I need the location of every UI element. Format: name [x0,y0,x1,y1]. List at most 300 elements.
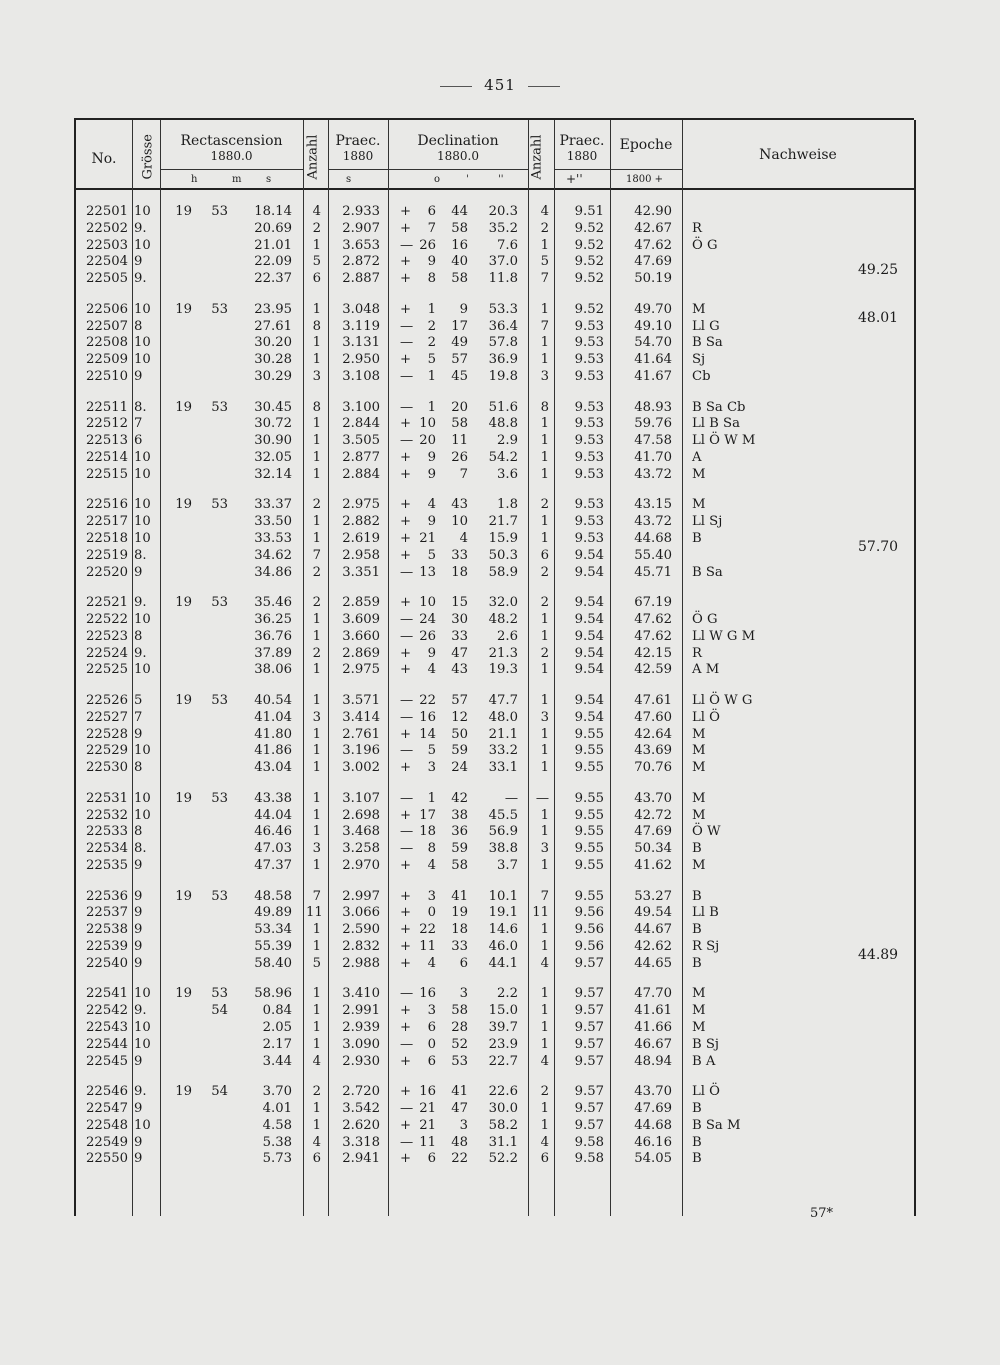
cell-m: 53 [211,204,228,219]
cell-h: 19 [175,399,192,415]
cell-ds: + [400,1003,412,1019]
cell-ds: — [400,318,414,334]
cell-dm: 40 [451,254,468,270]
cell-dsec: 54.2 [488,450,518,465]
star-catalogue-table [74,118,914,1216]
table-row [76,1003,914,1020]
cell-no: 22508 [86,335,128,351]
cell-no: 22503 [86,237,128,253]
cell-nw: Ö G [692,237,718,253]
cell-dsec: 20.3 [488,204,518,219]
cell-n1: 6 [312,1151,321,1167]
cell-dd: 4 [427,662,436,678]
cell-gr: 9 [134,726,143,742]
cell-s: 38.06 [254,662,292,678]
cell-ds: + [400,1053,412,1069]
cell-gr: 9 [134,955,143,971]
cell-dsec: 57.8 [488,335,518,351]
cell-p1: 2.970 [342,858,380,873]
cell-p2: 9.53 [574,369,604,384]
cell-nw: Ll Ö [692,709,720,725]
cell-s: 22.09 [254,254,292,270]
cell-ds: + [400,204,412,219]
cell-no: 22544 [86,1036,128,1052]
cell-n2: 1 [540,858,549,873]
cell-ds: — [400,790,414,806]
cell-n2: 7 [540,271,549,287]
cell-no: 22549 [86,1134,128,1150]
cell-no: 22510 [86,369,128,384]
cell-gr: 10 [134,531,151,546]
cell-dsec: 58.9 [488,564,518,580]
cell-dd: 3 [427,1003,436,1019]
cell-nw: B [692,1134,702,1150]
cell-nw: M [692,1020,706,1035]
cell-p1: 2.907 [342,220,380,236]
cell-ep: 44.67 [634,922,672,938]
cell-no: 22540 [86,955,128,971]
cell-ds: + [400,888,412,904]
cell-no: 22505 [86,271,128,287]
cell-dd: 9 [427,450,436,465]
table-row [76,824,914,841]
cell-h: 19 [175,693,192,708]
cell-gr: 8. [134,399,147,415]
cell-p2: 9.52 [574,301,604,317]
cell-dd: 3 [427,760,436,776]
table-row [76,760,914,777]
table-row [76,710,914,727]
cell-p1: 3.505 [342,433,380,449]
cell-nw: Cb [692,369,711,384]
table-row [76,986,914,1003]
cell-dsec: 10.1 [488,888,518,904]
cell-n2: 1 [540,450,549,465]
cell-dd: 22 [419,922,436,938]
margin-note: 49.25 [858,262,899,279]
cell-h: 19 [175,204,192,219]
cell-no: 22522 [86,612,128,627]
cell-n1: 1 [312,301,321,317]
cell-dd: 4 [427,955,436,971]
cell-dd: 9 [427,514,436,530]
cell-n2: 7 [540,888,549,904]
cell-no: 22520 [86,564,128,580]
cell-ep: 44.68 [634,1117,672,1133]
cell-ep: 41.64 [634,352,672,368]
cell-no: 22537 [86,905,128,921]
cell-gr: 10 [134,450,151,465]
cell-n1: 1 [312,433,321,449]
cell-gr: 10 [134,466,151,482]
cell-p1: 2.844 [342,416,380,432]
cell-dd: 8 [427,841,436,857]
cell-dsec: 15.9 [488,531,518,546]
cell-p1: 2.933 [342,204,380,219]
cell-n1: 1 [312,1036,321,1052]
cell-gr: 8 [134,628,143,644]
cell-s: 44.04 [254,807,292,823]
cell-dsec: 19.1 [488,905,518,921]
cell-dm: 50 [451,726,468,742]
cell-s: 30.45 [254,399,292,415]
cell-nw: M [692,807,706,823]
cell-n2: 2 [540,564,549,580]
cell-gr: 10 [134,743,151,759]
cell-p2: 9.51 [574,204,604,219]
cell-n1: 1 [312,612,321,627]
cell-gr: 9. [134,1084,147,1100]
cell-dd: 7 [427,220,436,236]
table-row [76,922,914,939]
cell-ep: 47.62 [634,612,672,627]
cell-dd: 1 [427,301,436,317]
cell-p1: 3.066 [342,905,380,921]
cell-dsec: 36.4 [488,318,518,334]
cell-nw: B Sa M [692,1117,741,1133]
cell-ep: 41.62 [634,858,672,873]
header-praec: Praec. [335,133,381,149]
cell-n1: 1 [312,662,321,678]
cell-n2: 1 [540,807,549,823]
cell-ep: 42.62 [634,939,672,954]
cell-gr: 9 [134,1134,143,1150]
table-row [76,743,914,760]
cell-s: 41.04 [254,709,292,725]
cell-gr: 9 [134,1101,143,1116]
cell-n2: 1 [540,824,549,840]
cell-ds: — [400,824,414,840]
cell-p1: 2.941 [342,1151,380,1167]
cell-nw: B A [692,1053,716,1069]
cell-ep: 44.65 [634,955,672,971]
cell-p2: 9.53 [574,352,604,368]
cell-nw: Ll Ö W M [692,433,756,449]
cell-ep: 47.61 [634,693,672,708]
cell-p2: 9.52 [574,271,604,287]
cell-dsec: 33.1 [488,760,518,776]
cell-p1: 2.975 [342,662,380,678]
cell-nw: Ll Sj [692,514,723,530]
cell-dm: 28 [451,1020,468,1035]
cell-m: 54 [211,1003,228,1019]
cell-no: 22521 [86,595,128,611]
cell-p1: 3.351 [342,564,380,580]
table-row [76,1101,914,1118]
cell-no: 22516 [86,497,128,513]
cell-dm: 3 [459,1117,468,1133]
cell-ds: + [400,1151,412,1167]
cell-dm: 49 [451,335,468,351]
cell-p2: 9.57 [574,1084,604,1100]
cell-gr: 9. [134,220,147,236]
cell-no: 22509 [86,352,128,368]
cell-dd: 5 [427,547,436,563]
cell-dsec: 30.0 [488,1101,518,1116]
cell-ep: 48.93 [634,399,672,415]
cell-dsec: 2.2 [497,986,518,1002]
cell-p2: 9.57 [574,955,604,971]
cell-n1: 11 [306,905,323,921]
cell-s: 33.37 [254,497,292,513]
cell-no: 22531 [86,790,128,806]
cell-dd: 6 [427,1053,436,1069]
header-nachweise: Nachweise [759,147,837,163]
cell-dm: 47 [451,645,468,661]
cell-s: 55.39 [254,939,292,954]
cell-nw: B [692,888,702,904]
cell-ep: 41.61 [634,1003,672,1019]
cell-ep: 67.19 [634,595,672,611]
cell-s: 49.89 [254,905,292,921]
cell-ds: + [400,531,412,546]
cell-p2: 9.55 [574,790,604,806]
cell-dm: 30 [451,612,468,627]
table-row [76,497,914,514]
cell-dsec: 19.8 [488,369,518,384]
cell-p2: 9.53 [574,399,604,415]
cell-gr: 10 [134,1036,151,1052]
cell-no: 22511 [86,399,128,415]
cell-ds: + [400,807,412,823]
header-epoche: Epoche [619,137,673,153]
cell-n1: 2 [312,595,321,611]
cell-p1: 2.950 [342,352,380,368]
table-row [76,1084,914,1101]
cell-n1: 1 [312,693,321,708]
cell-dd: 21 [419,531,436,546]
cell-s: 30.90 [254,433,292,449]
header-ra-epoch: 1880.0 [210,149,253,163]
cell-n2: 1 [540,301,549,317]
cell-n1: 1 [312,1020,321,1035]
cell-nw: B Sa Cb [692,399,746,415]
cell-ep: 43.70 [634,790,672,806]
cell-s: 43.04 [254,760,292,776]
cell-nw: Ll B [692,905,719,921]
cell-ep: 46.67 [634,1036,672,1052]
cell-n1: 1 [312,726,321,742]
cell-dm: 44 [451,204,468,219]
cell-dm: 22 [451,1151,468,1167]
cell-no: 22501 [86,204,128,219]
cell-p1: 2.590 [342,922,380,938]
header-groesse: Grösse [140,134,156,180]
cell-p1: 3.131 [342,335,380,351]
cell-dd: 13 [419,564,436,580]
cell-dm: 33 [451,547,468,563]
cell-p1: 3.660 [342,628,380,644]
table-row [76,629,914,646]
cell-p2: 9.58 [574,1134,604,1150]
cell-nw: R [692,645,702,661]
cell-gr: 10 [134,612,151,627]
cell-dsec: 33.2 [488,743,518,759]
table-row [76,808,914,825]
cell-s: 5.73 [262,1151,292,1167]
cell-n2: 3 [540,841,549,857]
cell-gr: 10 [134,807,151,823]
cell-gr: 9. [134,595,147,611]
table-row [76,221,914,238]
cell-nw: Ll Ö W G [692,693,753,708]
cell-dd: 6 [427,204,436,219]
cell-ep: 41.66 [634,1020,672,1035]
cell-nw: Ll G [692,318,720,334]
cell-s: 21.01 [254,237,292,253]
cell-p2: 9.54 [574,564,604,580]
cell-dsec: 32.0 [488,595,518,611]
cell-s: 35.46 [254,595,292,611]
cell-dm: 57 [451,693,468,708]
cell-gr: 7 [134,709,143,725]
cell-gr: 10 [134,237,151,253]
cell-s: 32.14 [254,466,292,482]
cell-ds: + [400,595,412,611]
cell-dm: 41 [451,1084,468,1100]
cell-p2: 9.57 [574,1117,604,1133]
cell-p2: 9.53 [574,416,604,432]
cell-n1: 1 [312,450,321,465]
cell-gr: 9 [134,1053,143,1069]
cell-n2: 1 [540,612,549,627]
cell-p2: 9.53 [574,318,604,334]
header-anzahl-2: Anzahl [529,134,545,180]
cell-p2: 9.53 [574,450,604,465]
cell-p2: 9.53 [574,531,604,546]
cell-p1: 2.991 [342,1003,380,1019]
cell-gr: 10 [134,301,151,317]
table-row [76,1151,914,1168]
cell-ep: 50.34 [634,841,672,857]
cell-p2: 9.55 [574,858,604,873]
cell-dsec: 48.8 [488,416,518,432]
cell-no: 22502 [86,220,128,236]
cell-n1: 1 [312,335,321,351]
cell-gr: 10 [134,1020,151,1035]
cell-dd: 1 [427,399,436,415]
cell-ep: 59.76 [634,416,672,432]
cell-s: 47.37 [254,858,292,873]
cell-p2: 9.57 [574,986,604,1002]
cell-ep: 42.72 [634,807,672,823]
cell-n1: 1 [312,628,321,644]
cell-no: 22523 [86,628,128,644]
cell-p1: 2.882 [342,514,380,530]
cell-dsec: 39.7 [488,1020,518,1035]
cell-n2: 7 [540,318,549,334]
cell-ds: + [400,301,412,317]
cell-dm: 24 [451,760,468,776]
cell-nw: B [692,841,702,857]
cell-dsec: 47.7 [488,693,518,708]
cell-dsec: 58.2 [488,1117,518,1133]
cell-ds: — [400,369,414,384]
cell-p2: 9.53 [574,514,604,530]
cell-n1: 2 [312,1084,321,1100]
cell-nw: B [692,1101,702,1116]
cell-s: 41.80 [254,726,292,742]
cell-dd: 21 [419,1101,436,1116]
cell-p2: 9.54 [574,628,604,644]
cell-ep: 42.59 [634,662,672,678]
cell-n2: 1 [540,416,549,432]
cell-no: 22525 [86,662,128,678]
header-dec-min: ' [466,174,469,185]
cell-p2: 9.55 [574,841,604,857]
cell-ds: + [400,662,412,678]
cell-dm: 12 [451,709,468,725]
cell-gr: 9 [134,858,143,873]
cell-ds: + [400,466,412,482]
cell-ep: 55.40 [634,547,672,563]
cell-ep: 42.64 [634,726,672,742]
cell-gr: 10 [134,662,151,678]
cell-dsec: 7.6 [497,237,518,253]
cell-dm: 10 [451,514,468,530]
cell-dm: 9 [459,301,468,317]
cell-s: 30.28 [254,352,292,368]
cell-dsec: 48.0 [488,709,518,725]
cell-nw: M [692,743,706,759]
margin-note: 48.01 [858,309,899,326]
cell-ep: 49.54 [634,905,672,921]
cell-s: 30.29 [254,369,292,384]
cell-gr: 8. [134,841,147,857]
cell-no: 22507 [86,318,128,334]
cell-ep: 43.72 [634,466,672,482]
cell-n2: 1 [540,743,549,759]
cell-dm: 52 [451,1036,468,1052]
cell-n2: 3 [540,369,549,384]
cell-ep: 47.69 [634,254,672,270]
cell-n2: 1 [540,433,549,449]
cell-ds: — [400,628,414,644]
cell-dm: 53 [451,1053,468,1069]
cell-n2: 2 [540,497,549,513]
cell-no: 22504 [86,254,128,270]
cell-dd: 24 [419,612,436,627]
cell-n1: 1 [312,1101,321,1116]
cell-n1: 1 [312,922,321,938]
cell-dd: 9 [427,254,436,270]
cell-no: 22513 [86,433,128,449]
cell-p1: 3.410 [342,986,380,1002]
cell-p2: 9.54 [574,662,604,678]
cell-dd: 16 [419,986,436,1002]
cell-n1: 1 [312,807,321,823]
cell-s: 58.40 [254,955,292,971]
table-row [76,791,914,808]
cell-dm: 43 [451,497,468,513]
cell-ds: — [400,693,414,708]
cell-dsec: 45.5 [488,807,518,823]
cell-ds: + [400,1020,412,1035]
cell-gr: 8 [134,824,143,840]
table-row [76,254,914,271]
cell-gr: 7 [134,416,143,432]
cell-s: 33.50 [254,514,292,530]
cell-s: 40.54 [254,693,292,708]
cell-dd: 11 [419,939,436,954]
cell-ep: 54.05 [634,1151,672,1167]
cell-no: 22519 [86,547,128,563]
cell-s: 41.86 [254,743,292,759]
cell-dd: 6 [427,1151,436,1167]
cell-s: 58.96 [254,986,292,1002]
cell-n1: 2 [312,564,321,580]
cell-dd: 2 [427,335,436,351]
